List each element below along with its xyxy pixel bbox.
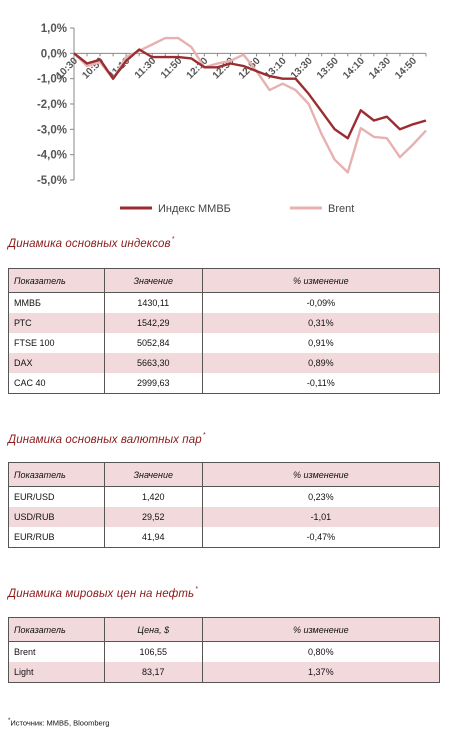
column-header: Значение: [104, 463, 202, 487]
x-tick-label: 10:50: [80, 55, 107, 82]
table-cell: EUR/USD: [9, 487, 105, 508]
y-tick-label: -4,0%: [36, 149, 67, 162]
column-header: Показатель: [9, 269, 105, 293]
table-header-row: [9, 269, 440, 293]
oil-table: [8, 617, 440, 683]
column-header: Показатель: [9, 463, 105, 487]
table-cell: 1,37%: [202, 662, 439, 683]
y-tick-label: 1,0%: [40, 23, 67, 35]
intraday-line-chart: [0, 0, 454, 230]
source-footnote: *Источник: ММВБ, Bloomberg: [8, 718, 110, 728]
column-header: % изменение: [202, 269, 439, 293]
x-tick-label: 14:10: [341, 55, 367, 82]
column-header: Показатель: [9, 618, 105, 642]
table-row: [9, 662, 440, 683]
table-cell: 2999,63: [104, 373, 202, 394]
table-cell: ММВБ: [9, 293, 105, 314]
table-cell: -0,11%: [202, 373, 439, 394]
y-tick-label: 0,0%: [40, 48, 67, 61]
oil-section-title: Динамика мировых цен на нефть*: [8, 586, 198, 600]
indices-table: [8, 268, 440, 394]
currency-section-title: Динамика основных валютных пар*: [8, 432, 206, 446]
table-row: [9, 527, 440, 548]
table-cell: Brent: [9, 642, 105, 663]
x-tick-label: 11:10: [106, 55, 133, 82]
legend-brent-label: Brent: [328, 203, 355, 215]
y-tick-label: -2,0%: [36, 99, 67, 111]
y-tick-label: -3,0%: [36, 124, 67, 137]
table-row: [9, 313, 440, 333]
table-row: [9, 642, 440, 663]
table-cell: 1542,29: [104, 313, 202, 333]
x-tick-label: 12:30: [210, 55, 237, 82]
y-tick-label: -5,0%: [36, 175, 67, 187]
table-row: [9, 487, 440, 508]
table-cell: -0,09%: [202, 293, 439, 314]
column-header: Значение: [104, 269, 202, 293]
table-cell: 41,94: [104, 527, 202, 548]
x-tick-label: 13:30: [288, 55, 315, 82]
x-tick-label: 11:50: [158, 55, 185, 82]
table-cell: Light: [9, 662, 105, 683]
table-cell: -1,01: [202, 507, 439, 527]
x-tick-label: 12:10: [184, 55, 211, 82]
x-tick-label: 11:30: [132, 55, 159, 82]
table-cell: 5663,30: [104, 353, 202, 373]
table-cell: 106,55: [104, 642, 202, 663]
y-tick-label: -1,0%: [36, 73, 67, 86]
table-cell: 1,420: [104, 487, 202, 508]
table-cell: РТС: [9, 313, 105, 333]
table-cell: 5052,84: [104, 333, 202, 353]
column-header: % изменение: [202, 463, 439, 487]
table-row: [9, 293, 440, 314]
table-row: [9, 353, 440, 373]
table-header-row: [9, 463, 440, 487]
table-cell: 29,52: [104, 507, 202, 527]
table-cell: 1430,11: [104, 293, 202, 314]
table-header-row: [9, 618, 440, 642]
table-row: [9, 333, 440, 353]
indices-section-title: Динамика основных индексов*: [8, 236, 175, 250]
x-tick-label: 14:30: [367, 55, 394, 82]
column-header: % изменение: [202, 618, 439, 642]
x-tick-label: 12:50: [236, 55, 263, 82]
series-line-brent: [74, 38, 426, 172]
table-row: [9, 373, 440, 394]
table-cell: USD/RUB: [9, 507, 105, 527]
currency-table: [8, 462, 440, 548]
table-cell: EUR/RUB: [9, 527, 105, 548]
table-cell: 0,89%: [202, 353, 439, 373]
table-cell: 0,31%: [202, 313, 439, 333]
table-cell: 0,23%: [202, 487, 439, 508]
x-tick-label: 14:50: [393, 55, 420, 82]
x-tick-label: 13:10: [262, 55, 289, 82]
table-cell: 0,91%: [202, 333, 439, 353]
legend-mmvb-label: Индекс ММВБ: [158, 203, 231, 215]
column-header: Цена, $: [104, 618, 202, 642]
table-cell: DAX: [9, 353, 105, 373]
table-cell: 0,80%: [202, 642, 439, 663]
table-cell: 83,17: [104, 662, 202, 683]
table-cell: FTSE 100: [9, 333, 105, 353]
x-tick-label: 13:50: [314, 55, 341, 82]
table-row: [9, 507, 440, 527]
table-cell: -0,47%: [202, 527, 439, 548]
x-tick-label: 10:30: [54, 55, 81, 82]
table-cell: CAC 40: [9, 373, 105, 394]
